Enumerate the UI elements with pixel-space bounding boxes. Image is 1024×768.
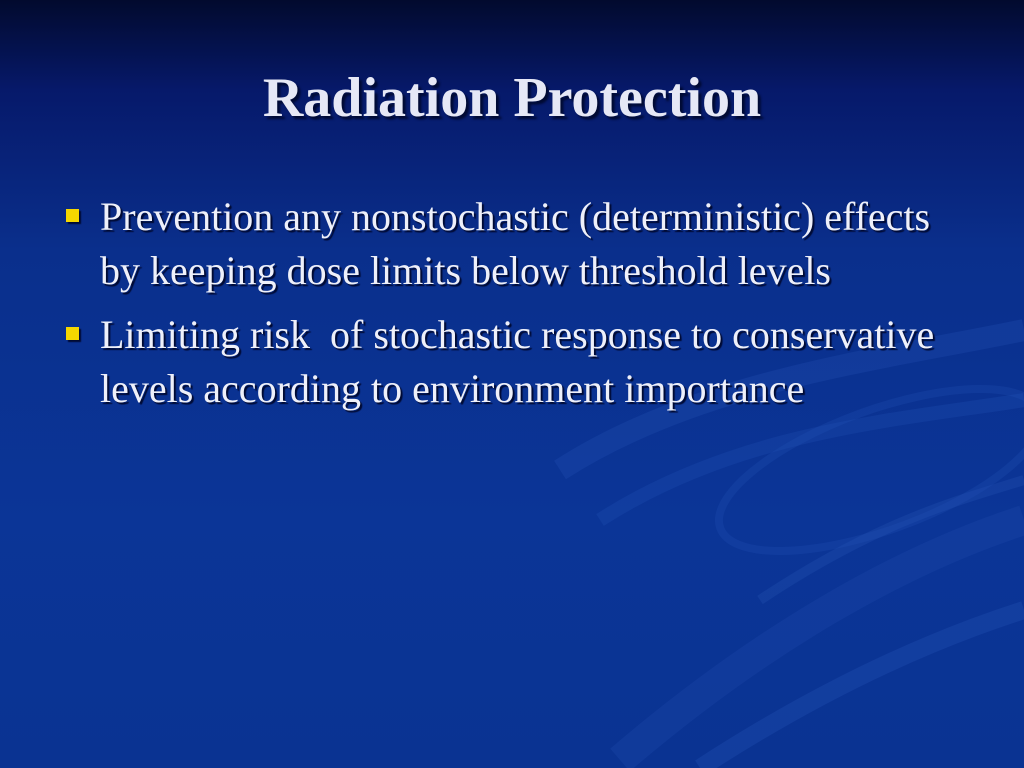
bullet-text: Prevention any nonstochastic (deterministic) effects by keeping dose limits below threshold levels <box>100 194 941 293</box>
square-bullet-icon <box>66 209 79 222</box>
bullet-list <box>62 190 962 426</box>
square-bullet-icon <box>66 327 79 340</box>
bullet-item <box>62 308 962 416</box>
slide-title: Radiation Protection <box>262 67 762 129</box>
bullet-item <box>62 190 962 298</box>
bullet-text: Limiting risk of stochastic response to conservative levels according to environment importance <box>100 312 945 411</box>
